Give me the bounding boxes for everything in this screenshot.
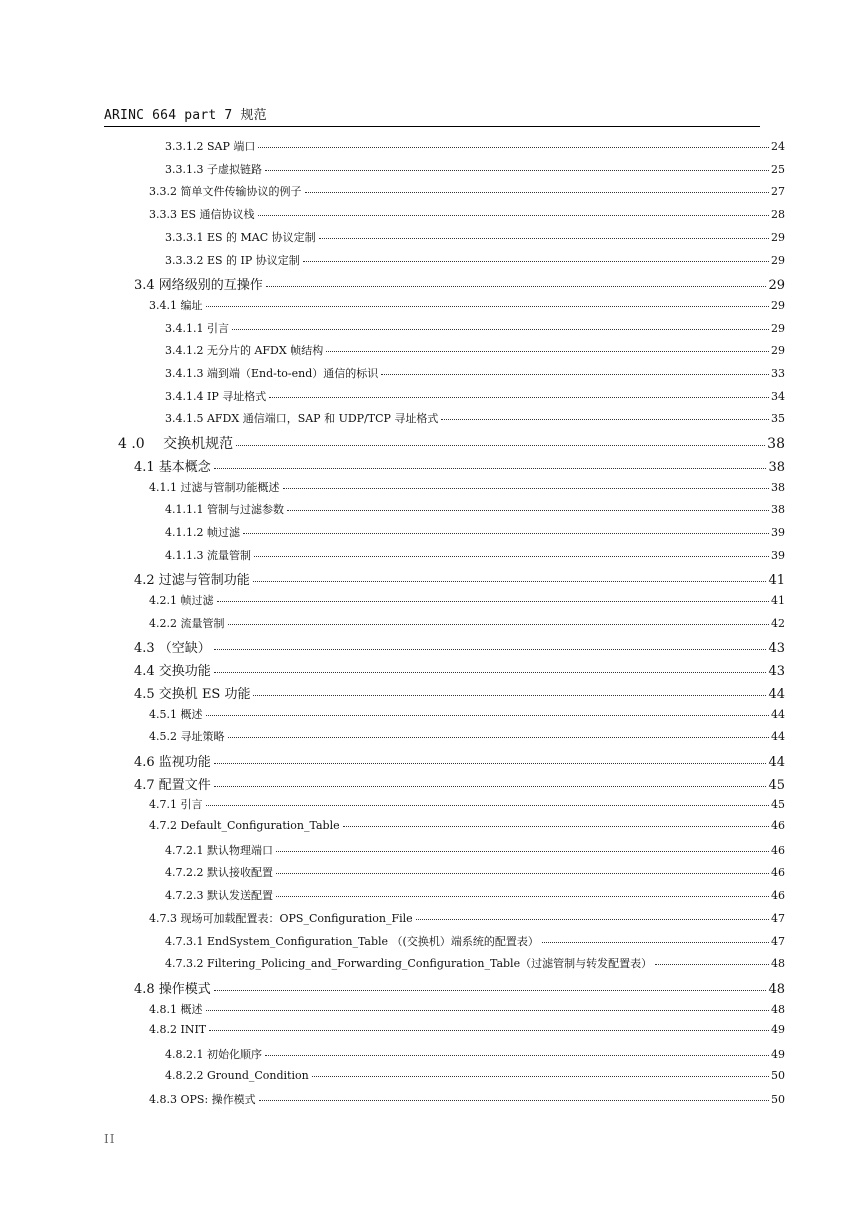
- toc-entry[interactable]: [165, 138, 785, 154]
- toc-leader-dots: [381, 374, 769, 375]
- toc-entry-title: 4.1.1 过滤与管制功能概述: [149, 480, 280, 494]
- toc-entry-title: 4.7.2.1 默认物理端口: [165, 843, 273, 857]
- toc-entry-page: 48: [768, 981, 785, 997]
- toc-entry-title: 4.1.1.3 流量管制: [165, 548, 251, 562]
- toc-entry-title: 4.5.2 寻址策略: [149, 730, 225, 744]
- toc-entry-page: 24: [771, 140, 785, 153]
- toc-entry-title: 4.1.1.1 管制与过滤参数: [165, 503, 284, 517]
- toc-leader-dots: [228, 737, 770, 738]
- toc-entry[interactable]: [165, 1046, 785, 1062]
- toc-leader-dots: [441, 419, 769, 420]
- toc-entry[interactable]: [165, 842, 785, 858]
- toc-entry-page: 50: [771, 1093, 785, 1107]
- toc-leader-dots: [243, 533, 769, 534]
- toc-leader-dots: [276, 873, 769, 874]
- toc-entry-page: 46: [771, 866, 785, 880]
- toc-entry[interactable]: [149, 297, 785, 313]
- toc-entry-title: 4.7.1 引言: [149, 798, 203, 812]
- toc-entry-page: 38: [767, 436, 785, 453]
- toc-leader-dots: [265, 1055, 769, 1056]
- toc-entry-title: 4.8.2 INIT: [149, 1023, 207, 1037]
- toc-leader-dots: [214, 990, 767, 991]
- toc-entry[interactable]: [149, 206, 785, 222]
- toc-entry-title: 4.7.2.3 默认发送配置: [165, 889, 273, 903]
- toc-entry[interactable]: [165, 410, 785, 426]
- toc-leader-dots: [217, 601, 770, 602]
- toc-entry-page: 44: [771, 730, 785, 744]
- toc-entry-page: 50: [771, 1068, 785, 1082]
- toc-leader-dots: [253, 581, 767, 582]
- toc-entry[interactable]: [134, 774, 785, 793]
- toc-entry-title: 4.5.1 概述: [149, 707, 203, 721]
- toc-entry[interactable]: [134, 456, 785, 475]
- toc-entry-page: 29: [771, 298, 785, 312]
- toc-leader-dots: [236, 445, 765, 446]
- toc-entry-title: 3.3.2 简单文件传输协议的例子: [149, 185, 302, 199]
- toc-leader-dots: [214, 649, 767, 650]
- toc-leader-dots: [206, 306, 770, 307]
- toc-entry-page: 29: [771, 253, 785, 267]
- toc-entry-title: 4.7.2 Default_Configuration_Table: [149, 819, 340, 832]
- toc-entry[interactable]: [149, 183, 785, 199]
- toc-leader-dots: [214, 763, 767, 764]
- toc-entry[interactable]: [165, 933, 785, 949]
- toc-entry-page: 29: [771, 321, 785, 335]
- toc-leader-dots: [343, 826, 769, 827]
- toc-entry[interactable]: [149, 1091, 785, 1107]
- toc-entry[interactable]: [165, 864, 785, 880]
- toc-entry[interactable]: [165, 955, 785, 971]
- toc-entry-title: 3.3.3.1 ES 的 MAC 协议定制: [165, 230, 316, 244]
- toc-entry-page: 49: [771, 1023, 785, 1037]
- toc-entry-page: 38: [768, 459, 785, 475]
- toc-leader-dots: [232, 329, 769, 330]
- toc-entry[interactable]: [149, 728, 785, 744]
- toc-entry-title: 4.8.1 概述: [149, 1002, 203, 1016]
- toc-entry[interactable]: [165, 365, 785, 381]
- toc-entry-title: 3.4.1.2 无分片的 AFDX 帧结构: [165, 344, 324, 358]
- toc-leader-dots: [416, 919, 769, 920]
- toc-entry[interactable]: [165, 524, 785, 540]
- toc-entry-title: 4.2.2 流量管制: [149, 616, 225, 630]
- toc-entry-page: 41: [768, 573, 785, 589]
- toc-entry[interactable]: [149, 479, 785, 495]
- toc-entry[interactable]: [149, 592, 785, 608]
- toc-entry-title: 4.7.2.2 默认接收配置: [165, 866, 273, 880]
- toc-entry[interactable]: [149, 1001, 785, 1017]
- toc-leader-dots: [214, 672, 767, 673]
- toc-entry[interactable]: [149, 910, 785, 926]
- toc-entry-title: 4 .0 交换机规范: [118, 436, 234, 453]
- toc-entry-title: 4.7.3.1 EndSystem_Configuration_Table （(交换机）端系统的配置表）: [165, 934, 539, 948]
- toc-entry[interactable]: [149, 1023, 785, 1036]
- toc-entry[interactable]: [165, 161, 785, 177]
- toc-entry-title: 4.4 交换功能: [134, 664, 211, 680]
- toc-entry-page: 47: [771, 934, 785, 948]
- toc-entry-page: 39: [771, 548, 785, 562]
- toc-entry[interactable]: [165, 342, 785, 358]
- toc-entry-title: 3.4.1.1 引言: [165, 321, 229, 335]
- toc-entry-title: 4.7.3 现场可加载配置表：OPS_Configuration_File: [149, 911, 413, 925]
- toc-leader-dots: [214, 786, 767, 787]
- toc-entry-page: 44: [771, 707, 785, 721]
- toc-entry-page: 48: [771, 957, 785, 971]
- toc-entry-page: 34: [771, 389, 785, 403]
- toc-entry-page: 43: [768, 664, 785, 680]
- toc-entry-page: 29: [771, 230, 785, 244]
- toc-entry-title: 4.1.1.2 帧过滤: [165, 525, 240, 539]
- toc-leader-dots: [305, 192, 770, 193]
- toc-leader-dots: [254, 556, 769, 557]
- toc-entry-title: 4.5 交换机 ES 功能: [134, 686, 251, 702]
- toc-entry[interactable]: [149, 615, 785, 631]
- toc-entry-page: 45: [768, 777, 785, 793]
- toc-entry-title: 3.4.1.5 AFDX 通信端口，SAP 和 UDP/TCP 寻址格式: [165, 412, 439, 426]
- toc-entry-page: 46: [771, 889, 785, 903]
- toc-entry-title: 4.8.3 OPS: 操作模式: [149, 1093, 256, 1107]
- toc-leader-dots: [253, 695, 766, 696]
- toc-entry[interactable]: [149, 796, 785, 812]
- toc-entry-title: 4.7 配置文件: [134, 777, 211, 793]
- toc-entry-title: 3.3.1.2 SAP 端口: [165, 140, 256, 153]
- toc-entry-page: 38: [771, 503, 785, 517]
- toc-entry[interactable]: [134, 978, 785, 997]
- toc-leader-dots: [258, 147, 769, 148]
- toc-leader-dots: [287, 510, 769, 511]
- toc-entry-page: 35: [771, 412, 785, 426]
- toc-entry-title: 3.4.1 编址: [149, 298, 203, 312]
- toc-entry-page: 44: [768, 754, 785, 770]
- toc-entry[interactable]: [165, 501, 785, 517]
- toc-entry[interactable]: [118, 433, 785, 453]
- toc-entry[interactable]: [149, 819, 785, 832]
- toc-leader-dots: [206, 805, 770, 806]
- toc-entry-page: 25: [771, 162, 785, 176]
- toc-entry-page: 46: [771, 819, 785, 832]
- toc-entry-title: 3.4 网络级别的互操作: [134, 278, 263, 294]
- toc-entry-page: 29: [771, 344, 785, 358]
- toc-leader-dots: [276, 896, 769, 897]
- toc-entry-title: 4.2.1 帧过滤: [149, 594, 214, 607]
- toc-entry[interactable]: [165, 547, 785, 563]
- toc-entry-page: 29: [768, 278, 785, 294]
- toc-entry[interactable]: [134, 569, 785, 588]
- toc-entry-page: 43: [768, 641, 785, 657]
- toc-entry[interactable]: [165, 1069, 785, 1082]
- toc-entry-page: 45: [771, 798, 785, 812]
- toc-entry-title: 3.4.1.4 IP 寻址格式: [165, 389, 267, 403]
- toc-entry-page: 49: [771, 1048, 785, 1061]
- toc-leader-dots: [259, 1100, 769, 1101]
- toc-entry[interactable]: [165, 887, 785, 903]
- toc-entry-page: 48: [771, 1002, 785, 1016]
- toc-leader-dots: [266, 286, 767, 287]
- toc-entry[interactable]: [165, 320, 785, 336]
- toc-entry-page: 39: [771, 525, 785, 539]
- page-number: II: [104, 1132, 116, 1146]
- toc-entry-page: 47: [771, 911, 785, 925]
- toc-leader-dots: [276, 851, 769, 852]
- toc-leader-dots: [655, 964, 769, 965]
- toc-leader-dots: [283, 488, 770, 489]
- toc-entry-page: 46: [771, 843, 785, 857]
- toc-leader-dots: [206, 715, 770, 716]
- running-header: [104, 104, 760, 127]
- toc-leader-dots: [269, 397, 769, 398]
- toc-leader-dots: [303, 261, 769, 262]
- toc-entry[interactable]: [134, 637, 785, 656]
- toc-entry-page: 42: [771, 616, 785, 630]
- toc-entry[interactable]: [165, 388, 785, 404]
- toc-entry-title: 4.6 监视功能: [134, 754, 211, 770]
- toc-entry-page: 44: [768, 686, 785, 702]
- toc-entry[interactable]: [165, 252, 785, 268]
- toc-leader-dots: [319, 238, 769, 239]
- toc-entry-page: 33: [771, 367, 785, 380]
- toc-entry-title: 4.8 操作模式: [134, 981, 211, 997]
- toc-leader-dots: [312, 1076, 769, 1077]
- toc-entry[interactable]: [165, 229, 785, 245]
- toc-leader-dots: [214, 468, 767, 469]
- toc-entry-page: 38: [771, 480, 785, 494]
- toc-leader-dots: [265, 170, 769, 171]
- toc-entry-title: 4.1 基本概念: [134, 459, 211, 475]
- header-title: ARINC 664 part 7 规范: [104, 108, 267, 123]
- toc-leader-dots: [326, 351, 769, 352]
- toc-entry-title: 4.2 过滤与管制功能: [134, 573, 250, 589]
- toc-leader-dots: [206, 1010, 770, 1011]
- toc-entry[interactable]: [134, 683, 785, 702]
- toc-entry-title: 3.3.3.2 ES 的 IP 协议定制: [165, 253, 300, 267]
- toc-entry-title: 3.4.1.3 端到端（End-to-end）通信的标识: [165, 367, 379, 380]
- toc-leader-dots: [258, 215, 769, 216]
- toc-entry-title: 4.7.3.2 Filtering_Policing_and_Forwarding_Configuration_Table（过滤管制与转发配置表）: [165, 957, 653, 971]
- toc-entry-title: 4.3 （空缺）: [134, 641, 211, 657]
- toc-leader-dots: [209, 1030, 769, 1031]
- toc-leader-dots: [542, 942, 769, 943]
- toc-entry[interactable]: [134, 274, 785, 293]
- toc-entry[interactable]: [149, 706, 785, 722]
- toc-entry[interactable]: [134, 660, 785, 679]
- toc-entry-title: 3.3.1.3 子虚拟链路: [165, 162, 262, 176]
- toc-entry-page: 27: [771, 185, 785, 199]
- toc-entry-title: 4.8.2.2 Ground_Condition: [165, 1068, 309, 1082]
- toc-entry-title: 3.3.3 ES 通信协议栈: [149, 208, 255, 222]
- toc-entry-page: 28: [771, 208, 785, 222]
- toc-leader-dots: [228, 624, 770, 625]
- toc-entry[interactable]: [134, 751, 785, 770]
- toc-entry-page: 41: [771, 594, 785, 607]
- toc-entry-title: 4.8.2.1 初始化顺序: [165, 1048, 262, 1061]
